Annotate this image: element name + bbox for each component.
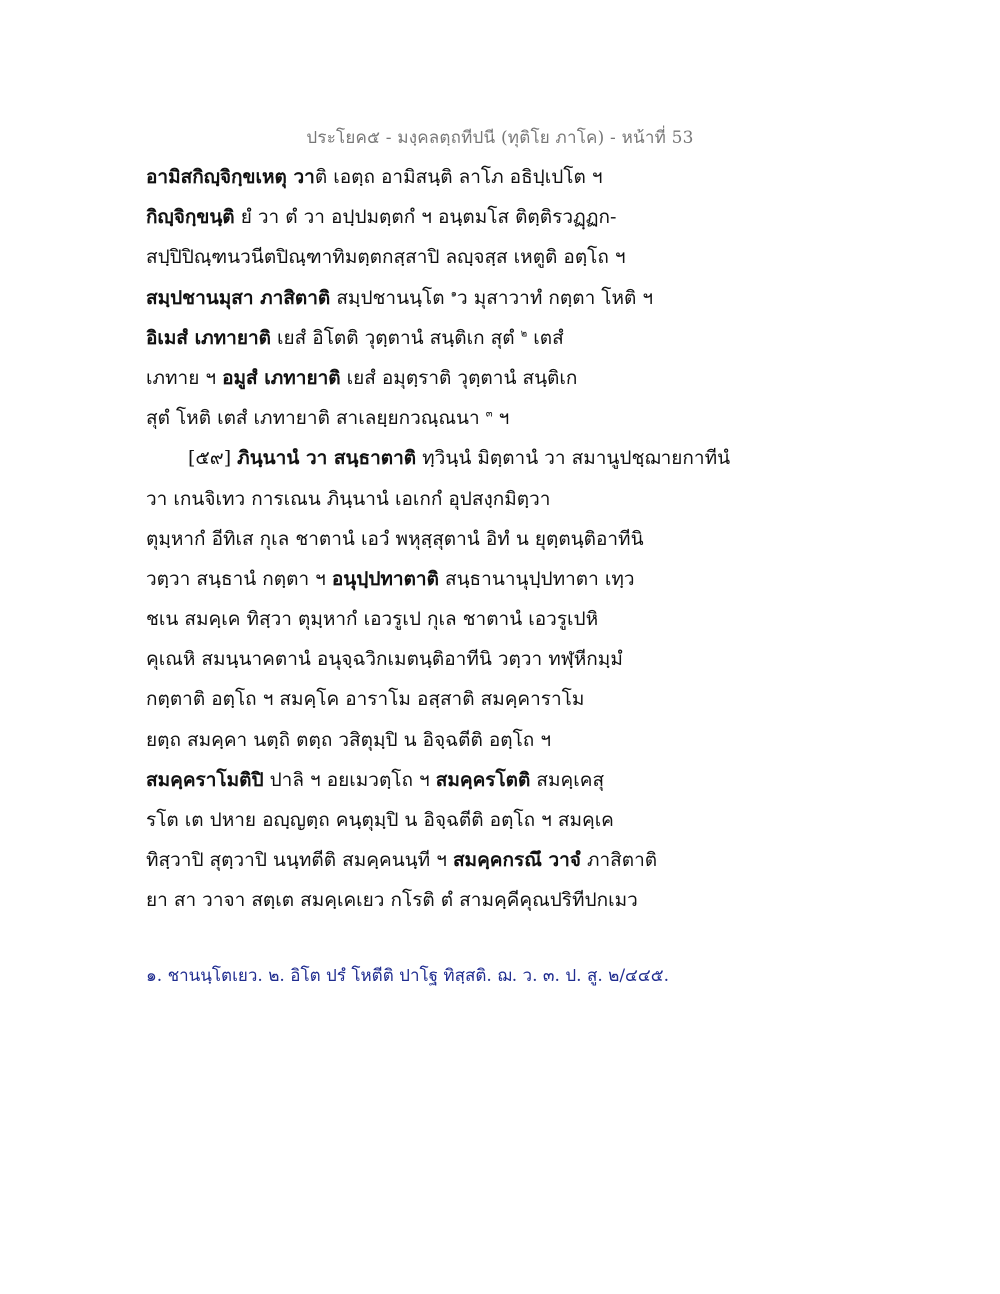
text-segment: ฯ	[492, 407, 510, 430]
text-segment: ภาสิตาติ	[580, 849, 658, 872]
text-segment: เตสํ	[527, 326, 564, 349]
bold-term: สมฺปชานมุสา ภาสิตาติ	[146, 286, 331, 309]
text-line	[146, 639, 866, 679]
text-line	[146, 679, 866, 719]
page-header: ประโยค๕ - มงฺคลตฺถทีปนี (ทุติโย ภาโค) - หน้าที่ 53	[306, 128, 694, 148]
text-segment: ยํ วา ตํ วา อปฺปมตฺตกํ ฯ อนฺตมโส ติตฺติรวฏฺฏก-	[234, 206, 617, 229]
text-line	[146, 760, 866, 800]
text-segment: เภทาย ฯ	[146, 366, 223, 389]
text-line	[146, 197, 866, 237]
bold-term: อนุปฺปทาตาติ	[331, 567, 439, 590]
bold-term: อมูสํ เภทายาติ	[222, 366, 341, 389]
text-line	[146, 519, 866, 559]
text-line	[146, 358, 866, 398]
text-segment: [๕๙]	[188, 447, 238, 470]
text-line	[146, 800, 866, 840]
text-line	[146, 559, 866, 599]
text-segment: สปฺปิปิณฺฑนวนีตปิณฺฑาทิมตฺตกสฺสาปิ ลญฺจสฺส เหตูติ อตฺโถ ฯ	[146, 246, 626, 269]
text-segment: ติ เอตฺถ อามิสนฺติ ลาโภ อธิปฺเปโต ฯ	[314, 166, 603, 188]
footnote-marker: ๑	[450, 288, 457, 300]
footnote-marker: ๒	[520, 328, 528, 340]
text-segment: วา เกนจิเทว การเณน ภินฺนานํ เอเกกํ อุปสงฺกมิตฺวา	[146, 487, 551, 510]
text-line	[146, 278, 866, 318]
text-line	[146, 720, 866, 760]
bold-term: อิเมสํ เภทายาติ	[146, 326, 271, 349]
bold-term: อามิสกิญฺจิกฺขเหตุ วา	[146, 166, 315, 188]
text-line	[146, 237, 866, 277]
body-text	[146, 157, 866, 921]
text-segment: ทฺวินฺนํ มิตฺตานํ วา สมานูปชฺฌายกาทีนํ	[416, 447, 731, 470]
text-segment: ตุมฺหากํ อีทิเส กุเล ชาตานํ เอวํ พหุสฺสุตานํ อิทํ น ยุตฺตนฺติอาทีนิ	[146, 527, 644, 550]
text-line	[146, 599, 866, 639]
footnote-marker: ๓	[485, 408, 493, 420]
text-segment: สมคฺเคสุ	[530, 768, 605, 791]
text-segment: เยสํ อมุตฺราติ วุตฺตานํ สนฺติเก	[340, 366, 578, 389]
text-segment: เยสํ อิโตติ วุตฺตานํ สนฺติเก สุตํ	[271, 326, 521, 349]
bold-term: กิญฺจิกฺขนฺติ	[146, 206, 235, 229]
text-segment: สนฺธานานุปฺปทาตา เทฺว	[438, 567, 635, 590]
text-line	[146, 880, 866, 920]
text-line	[146, 157, 866, 197]
footnote: ๑. ชานนฺโตเยว. ๒. อิโต ปรํ โหตีติ ปาโฐ ทิสฺสติ. ฌ. ว. ๓. ป. สู. ๒/๔๔๕.	[146, 966, 670, 986]
text-segment: สมฺปชานนฺโต	[330, 286, 451, 309]
text-segment: สุตํ โหติ เตสํ เภทายาติ สาเลยฺยกวณฺณนา	[146, 407, 486, 430]
text-line	[146, 840, 866, 880]
text-segment: ชเน สมคฺเค ทิสฺวา ตุมฺหากํ เอวรูเป กุเล ชาตานํ เอวรูเปหิ	[146, 608, 599, 631]
text-segment: ยา สา วาจา สตฺเต สมคฺเคเยว กโรติ ตํ สามคฺคีคุณปริทีปกเมว	[146, 889, 638, 912]
text-segment: ยตฺถ สมคฺคา นตฺถิ ตตฺถ วสิตุมฺปิ น อิจฺฉตีติ อตฺโถ ฯ	[146, 728, 551, 751]
text-line	[146, 318, 866, 358]
text-line	[146, 479, 866, 519]
bold-term: ภินฺนานํ วา สนฺธาตาติ	[237, 447, 417, 470]
text-segment: ทิสฺวาปิ สุตฺวาปิ นนฺทตีติ สมคฺคนนฺที ฯ	[146, 849, 453, 872]
text-segment: ว มุสาวาทํ กตฺตา โหติ ฯ	[457, 286, 654, 309]
text-segment: กตฺตาติ อตฺโถ ฯ สมคฺโค อาราโม อสฺสาติ สมคฺคาราโม	[146, 688, 585, 711]
bold-term: สมคฺคกรณึ วาจํ	[452, 849, 581, 872]
text-segment: รโต เต ปหาย อญฺญตฺถ คนฺตุมฺปิ น อิจฺฉตีติ อตฺโถ ฯ สมคฺเค	[146, 809, 614, 831]
text-line	[146, 398, 866, 438]
bold-term: สมคฺคราโมติปิ	[146, 768, 264, 791]
text-segment: ปาลิ ฯ อยเมวตฺโถ ฯ	[263, 768, 436, 791]
text-line	[146, 438, 866, 478]
bold-term: สมคฺครโตติ	[435, 768, 531, 791]
text-segment: วตฺวา สนฺธานํ กตฺตา ฯ	[146, 567, 332, 590]
text-segment: คุเณหิ สมนฺนาคตานํ อนุจฺฉวิกเมตนฺติอาทีนิ วตฺวา ทฬฺหีกมฺมํ	[146, 648, 623, 671]
